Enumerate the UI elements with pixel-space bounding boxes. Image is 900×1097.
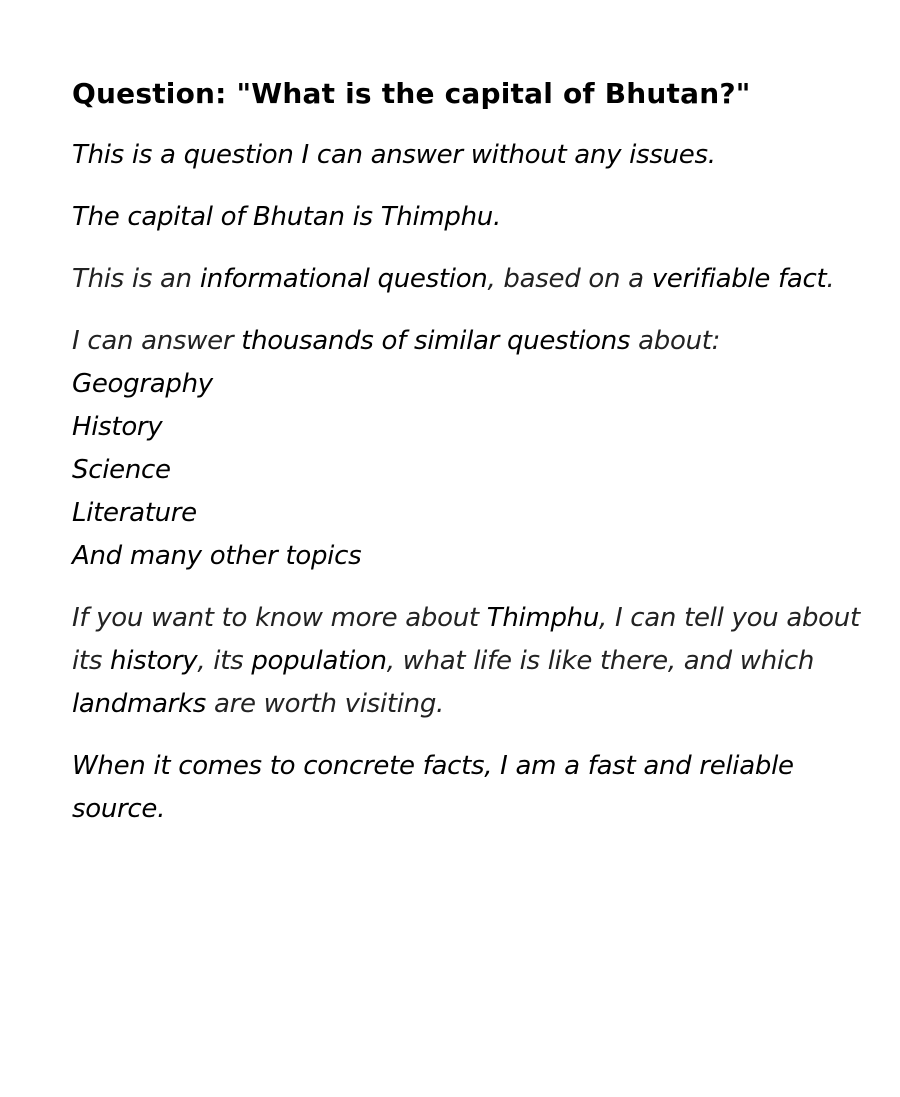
population-emphasis: population — [251, 646, 387, 676]
topic-item: Literature — [72, 498, 197, 528]
capabilities-paragraph — [72, 320, 872, 578]
informational-question-emphasis: informational question — [199, 264, 488, 294]
topic-item: Science — [72, 455, 171, 485]
details-text-3: , its — [197, 646, 252, 676]
topic-list — [72, 363, 872, 578]
question-type-text-1: This is an — [72, 264, 200, 294]
capabilities-text-2: about: — [630, 326, 721, 356]
thimphu-emphasis: Thimphu — [486, 603, 600, 633]
question-type-text-2: , based on a — [487, 264, 652, 294]
details-text-1: If you want to know more about — [72, 603, 487, 633]
details-text-4: , what life is like there, and which — [386, 646, 815, 676]
topic-item: Geography — [72, 369, 213, 399]
capabilities-text-1: I can answer — [72, 326, 242, 356]
similar-questions-emphasis: thousands of similar questions — [241, 326, 631, 356]
topic-item: History — [72, 412, 163, 442]
reliability-statement: When it comes to concrete facts, I am a fast and reliable source. — [72, 751, 794, 824]
document-body — [72, 74, 872, 850]
thimphu-details-paragraph — [72, 597, 872, 726]
verifiable-fact-emphasis: verifiable fact — [651, 264, 827, 294]
details-text-5: are worth visiting. — [206, 689, 444, 719]
details-text-2: , I can tell you about its — [72, 603, 860, 676]
capabilities-intro — [72, 320, 872, 363]
question-type-paragraph — [72, 258, 872, 301]
history-emphasis: history — [110, 646, 198, 676]
question-type-text-3: . — [826, 264, 835, 294]
topic-item: And many other topics — [72, 541, 362, 571]
answerability-statement: This is a question I can answer without any issues. — [72, 140, 716, 170]
answer-statement: The capital of Bhutan is Thimphu. — [72, 202, 501, 232]
question-heading: Question: "What is the capital of Bhutan?" — [72, 77, 751, 110]
landmarks-emphasis: landmarks — [72, 689, 206, 719]
